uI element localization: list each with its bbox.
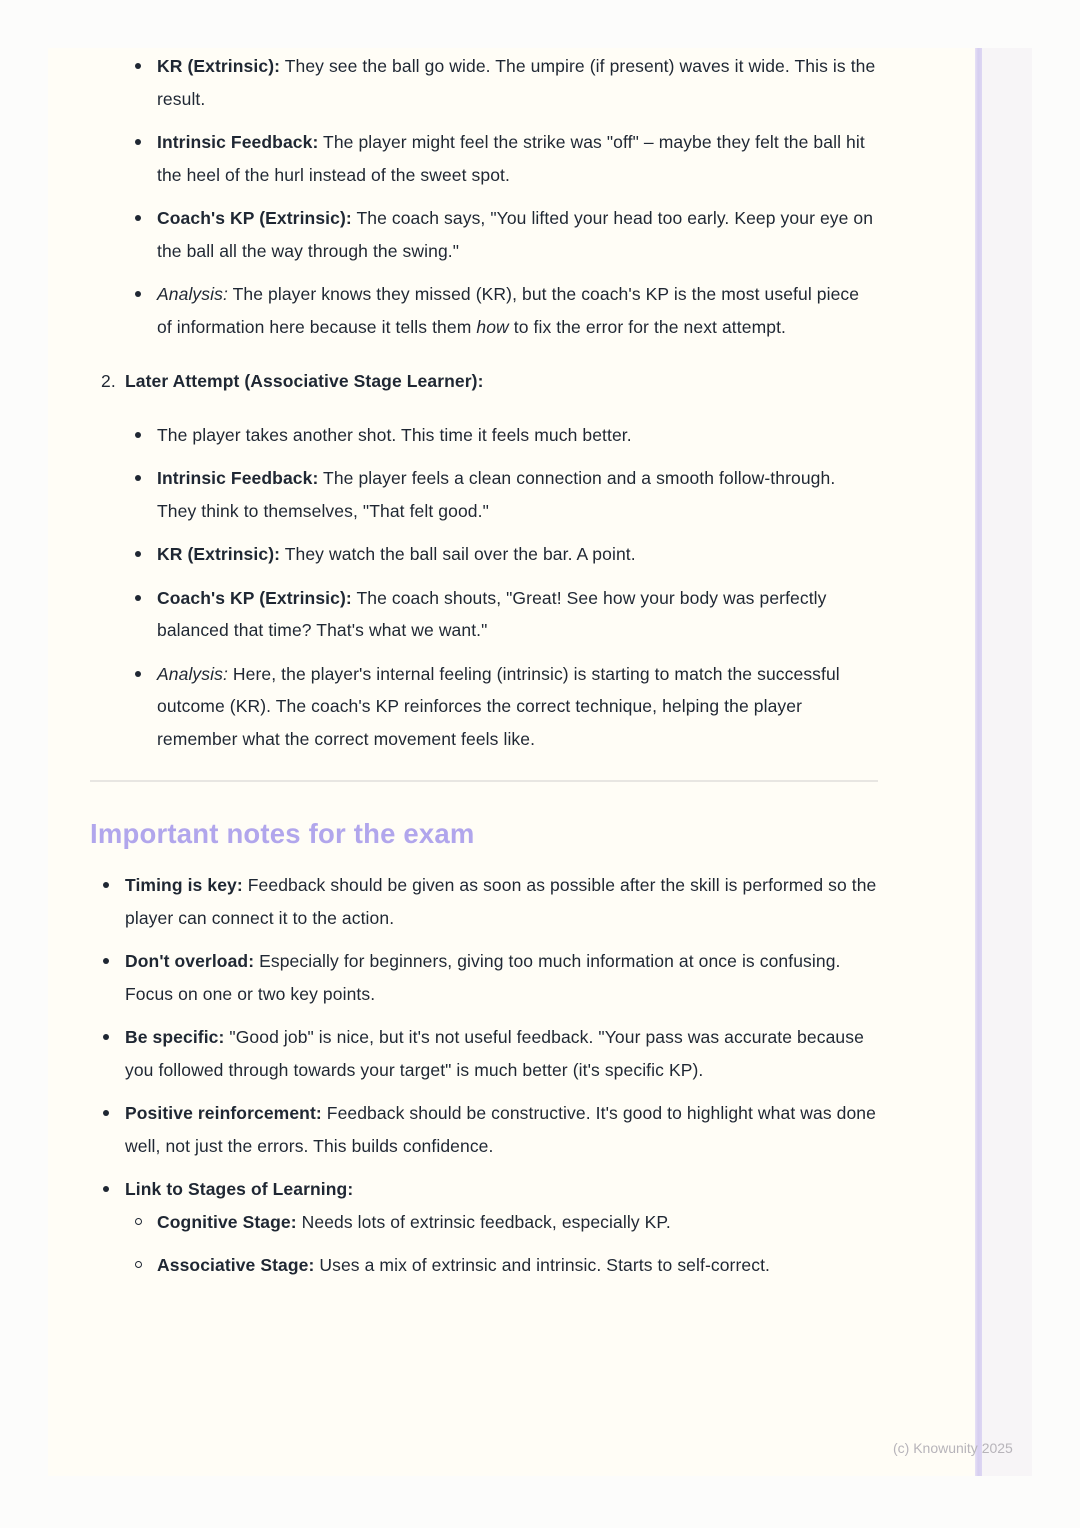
document-content — [48, 48, 975, 1282]
exam-notes-list — [90, 869, 878, 1282]
section-heading: Important notes for the exam — [90, 818, 475, 849]
list-item-text: Positive reinforcement: Feedback should be constructive. It's good to highlight what was done well, not just the errors. This builds confidence. — [125, 1103, 876, 1156]
list-item — [90, 1173, 878, 1282]
numbered-item-label: Later Attempt (Associative Stage Learner): — [125, 371, 484, 391]
document-page — [48, 48, 975, 1476]
numbered-list-item — [90, 365, 878, 398]
list-item-text: Timing is key: Feedback should be given as soon as possible after the skill is performed so the player can connect it to the action. — [125, 875, 877, 928]
list-item — [90, 658, 878, 756]
sub-list-item — [90, 1206, 878, 1239]
list-item — [90, 202, 878, 267]
bullet-icon — [135, 671, 141, 677]
bullet-icon — [103, 1186, 109, 1192]
list-item-text: Analysis: The player knows they missed (KR), but the coach's KP is the most useful piece of information here because it tells them how to fix the error for the next attempt. — [157, 284, 860, 337]
list-item — [90, 462, 878, 527]
list-item-text: Link to Stages of Learning: — [125, 1179, 354, 1199]
bullet-icon — [135, 432, 141, 438]
list-item — [90, 126, 878, 191]
attempt1-list — [90, 50, 878, 343]
bullet-icon — [135, 291, 141, 297]
list-item — [90, 945, 878, 1010]
list-item-text: Intrinsic Feedback: The player feels a clean connection and a smooth follow-through. They think to themselves, "That felt good." — [157, 468, 836, 521]
bullet-icon — [135, 63, 141, 69]
attempt2-list — [90, 419, 878, 756]
list-item-text: Be specific: "Good job" is nice, but it's not useful feedback. "Your pass was accurate because you followed through towards your target" is much better (it's specific KP). — [125, 1027, 864, 1080]
list-item-text: KR (Extrinsic): They watch the ball sail over the bar. A point. — [157, 544, 636, 564]
list-item-text: The player takes another shot. This time it feels much better. — [157, 424, 632, 445]
sub-list-item — [90, 1249, 878, 1282]
section-divider — [90, 780, 878, 782]
scrollbar-thumb[interactable] — [975, 48, 982, 1476]
list-item — [90, 419, 878, 452]
circle-bullet-icon — [135, 1218, 142, 1225]
bullet-icon — [135, 595, 141, 601]
list-item-text: Associative Stage: Uses a mix of extrinsic and intrinsic. Starts to self-correct. — [157, 1255, 771, 1275]
list-item-text: Cognitive Stage: Needs lots of extrinsic feedback, especially KP. — [157, 1211, 671, 1232]
footer-credit: (c) Knowunity 2025 — [893, 1440, 1013, 1456]
right-side-panel — [982, 48, 1032, 1476]
list-item-text: Intrinsic Feedback: The player might feel the strike was "off" – maybe they felt the ball hit the heel of the hurl instead of the sweet spot. — [157, 132, 865, 185]
circle-bullet-icon — [135, 1261, 142, 1268]
list-number: 2. — [101, 371, 116, 391]
bullet-icon — [135, 475, 141, 481]
list-item — [90, 278, 878, 343]
stages-sub-list — [125, 1206, 878, 1282]
list-item — [90, 1097, 878, 1162]
bullet-icon — [103, 1110, 109, 1116]
list-item — [90, 1021, 878, 1086]
bullet-icon — [135, 215, 141, 221]
list-item — [90, 582, 878, 647]
list-item — [90, 538, 878, 571]
bullet-icon — [103, 1034, 109, 1040]
list-item — [90, 869, 878, 934]
list-item-text: Don't overload: Especially for beginners, giving too much information at once is confusing. Focus on one or two key points. — [125, 951, 841, 1004]
list-item-text: Coach's KP (Extrinsic): The coach says, "You lifted your head too early. Keep your eye on the ball all the way through the swing." — [157, 208, 874, 261]
bullet-icon — [135, 139, 141, 145]
bullet-icon — [135, 551, 141, 557]
list-item-text: Coach's KP (Extrinsic): The coach shouts, "Great! See how your body was perfectly balanced that time? That's what we want." — [157, 587, 827, 640]
bullet-icon — [103, 958, 109, 964]
list-item-text: Analysis: Here, the player's internal feeling (intrinsic) is starting to match the successful outcome (KR). The coach's KP reinforces the correct technique, helping the player remember what the correct movement feels like. — [157, 663, 840, 749]
list-item-text: KR (Extrinsic): They see the ball go wide. The umpire (if present) waves it wide. This is the result. — [157, 56, 876, 109]
list-item — [90, 50, 878, 115]
bullet-icon — [103, 882, 109, 888]
